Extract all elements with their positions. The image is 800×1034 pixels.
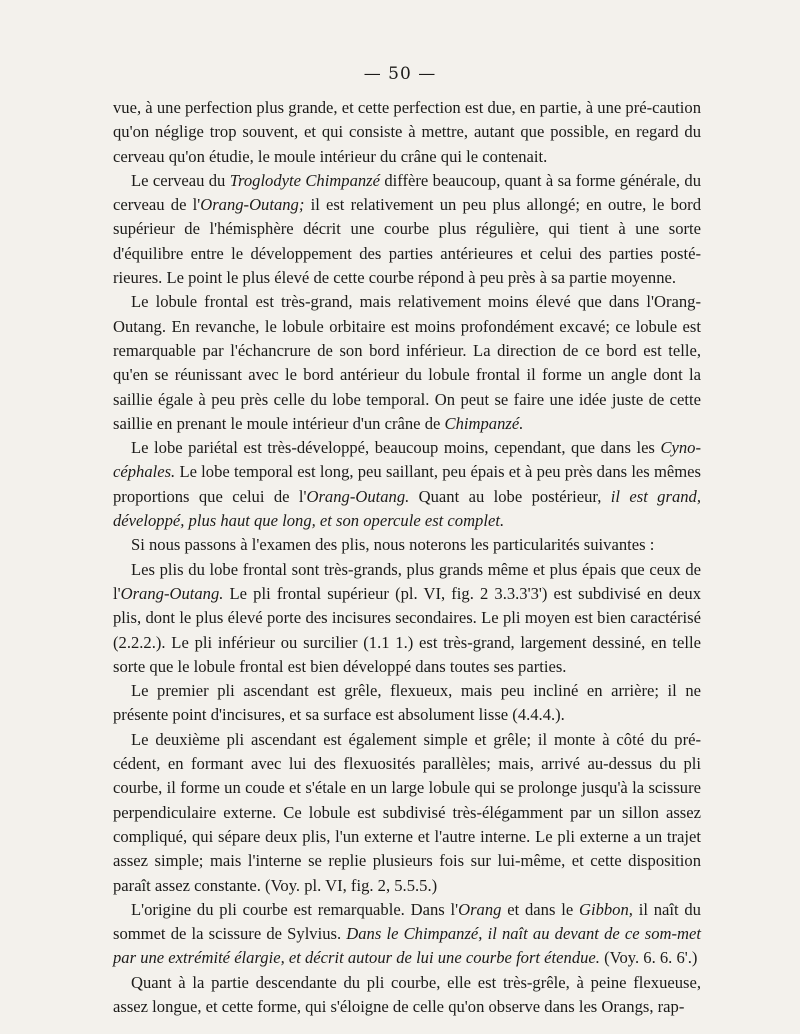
text-run: L'origine du pli courbe est remarquable. Dans l' (131, 899, 459, 919)
text-run: (Voy. 6. 6. 6'.) (599, 948, 698, 968)
italic-run: il est grand, développé, plus haut que long, et son opercule est complet. (113, 486, 701, 531)
text-run: Le lobule frontal est très-grand, mais relativement moins élevé que dans l'Orang-Outang. En revanche, le lobule orbitaire est moins profondément excavé; ce lobule est remarquable par l'échancrure de son bord inférieur. La direction de ce bord est telle, qu'en se réunissant avec le bord antérieur du lobule frontal il forme un angle dont la saillie égale à peu près celle du lobe temporal. On peut se faire une idée juste de cette saillie en prenant le moule intérieur d'un crâne de (113, 292, 701, 433)
paragraph (113, 679, 701, 728)
paragraph (113, 971, 701, 1020)
text-run: diffère beaucoup, quant à sa forme générale, du cerveau de l' (113, 170, 701, 215)
text-run: vue, à une perfection plus grande, et cette perfection est due, en partie, à une pré-caution qu'on néglige trop souvent, et qui consiste à mettre, autant que possible, en regard du cerveau qu'on étudie, le moule intérieur du crâne qui le contenait. (113, 98, 701, 166)
text-run: et dans le (501, 899, 579, 919)
body-text (113, 96, 701, 1019)
text-run: Si nous passons à l'examen des plis, nous noterons les particularités suivantes : (131, 535, 655, 555)
paragraph (113, 898, 701, 971)
text-run: Le lobe pariétal est très-développé, beaucoup moins, cependant, que dans les (131, 438, 661, 458)
paragraph (113, 169, 701, 290)
paragraph (113, 436, 701, 533)
text-run: Quant à la partie descendante du pli courbe, elle est très-grêle, à peine flexueuse, assez longue, et cette forme, qui s'éloigne de celle qu'on observe dans les Orangs, rap- (113, 972, 701, 1016)
paragraph (113, 728, 701, 898)
text-run: Le lobe temporal est long, peu saillant, peu épais et à peu près dans les mêmes proportions que celui de l' (113, 462, 701, 506)
italic-run: Dans le Chimpanzé, il naît au devant de ce som-met par une extrémité élargie, et décrit autour de lui une courbe fort étendue. (113, 924, 701, 968)
page-number: — 50 — (363, 64, 437, 84)
paragraph (113, 290, 701, 436)
italic-run: Troglodyte Chimpanzé (229, 170, 381, 190)
text-run: Le cerveau du (131, 170, 230, 190)
italic-run: Orang (458, 899, 502, 919)
text-run: Les plis du lobe frontal sont très-grands, plus grands même et plus épais que ceux de l' (113, 559, 701, 603)
paragraph (113, 533, 701, 557)
italic-run: Orang-Outang; (200, 195, 305, 215)
text-run: Quant au lobe postérieur, (409, 486, 611, 506)
paragraph (113, 558, 701, 679)
text-run: Le pli frontal supérieur (pl. VI, fig. 2 3.3.3'3') est subdivisé en deux plis, dont le plus élevé porte des incisures secondaires. Le pli moyen est bien caractérisé (2.2.2.). Le pli inférieur ou surcilier (1.1 1.) est très-grand, largement dessiné, en telle sorte que le lobule frontal est bien développé dans toutes ses parties. (113, 583, 701, 676)
text-run: il naît du sommet de la scissure de Sylvius. (113, 899, 701, 944)
italic-run: Orang-Outang. (306, 486, 410, 506)
text-run: il est relativement un peu plus allongé; en outre, le bord supérieur de l'hémisphère décrit une courbe plus régulière, qui tient à une sorte d'équilibre entre le développement des parties antérieures et celui des parties posté-rieures. Le point le plus élevé de cette courbe répond à peu près à sa partie moyenne. (113, 195, 701, 288)
italic-run: Cyno-céphales. (113, 438, 701, 482)
paragraph (113, 96, 701, 169)
text-run: Le premier pli ascendant est grêle, flexueux, mais peu incliné en arrière; il ne présente point d'incisures, et sa surface est absolument lisse (4.4.4.). (113, 681, 701, 725)
italic-run: Chimpanzé. (444, 413, 524, 433)
text-run: Le deuxième pli ascendant est également simple et grêle; il monte à côté du pré-cédent, en formant avec lui des flexuosités parallèles; mais, arrivé au-dessus du pli courbe, il forme un coude et s'étale en un large lobule qui se prolonge jusqu'à la scissure perpendiculaire externe. Ce lobule est subdivisé très-élégamment par un sillon assez compliqué, qui sépare deux plis, l'un externe et l'autre interne. Le pli externe a un trajet assez simple; mais l'interne se replie plusieurs fois sur lui-même, et cette disposition paraît assez constante. (Voy. pl. VI, fig. 2, 5.5.5.) (113, 729, 701, 895)
italic-run: Orang-Outang. (120, 583, 224, 603)
italic-run: Gibbon, (578, 899, 633, 919)
